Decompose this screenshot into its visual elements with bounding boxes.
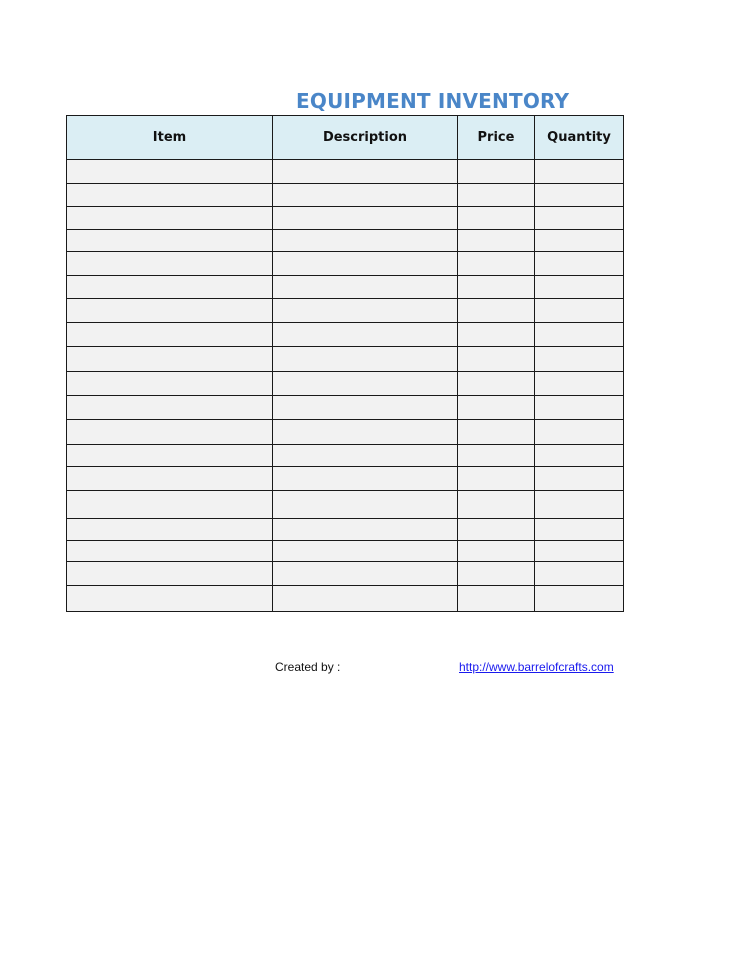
cell-description[interactable] bbox=[273, 562, 458, 586]
cell-quantity[interactable] bbox=[535, 347, 624, 372]
cell-description[interactable] bbox=[273, 372, 458, 396]
cell-description[interactable] bbox=[273, 230, 458, 252]
cell-description[interactable] bbox=[273, 491, 458, 519]
cell-price[interactable] bbox=[458, 207, 535, 230]
table-row bbox=[67, 276, 624, 299]
cell-quantity[interactable] bbox=[535, 541, 624, 562]
table-row bbox=[67, 491, 624, 519]
cell-price[interactable] bbox=[458, 230, 535, 252]
table-row bbox=[67, 184, 624, 207]
cell-item[interactable] bbox=[67, 519, 273, 541]
cell-price[interactable] bbox=[458, 160, 535, 184]
cell-price[interactable] bbox=[458, 323, 535, 347]
table-row bbox=[67, 372, 624, 396]
cell-price[interactable] bbox=[458, 562, 535, 586]
table-row bbox=[67, 347, 624, 372]
cell-quantity[interactable] bbox=[535, 396, 624, 420]
cell-quantity[interactable] bbox=[535, 207, 624, 230]
cell-price[interactable] bbox=[458, 372, 535, 396]
cell-description[interactable] bbox=[273, 252, 458, 276]
cell-item[interactable] bbox=[67, 445, 273, 467]
cell-item[interactable] bbox=[67, 207, 273, 230]
cell-item[interactable] bbox=[67, 160, 273, 184]
cell-item[interactable] bbox=[67, 230, 273, 252]
cell-description[interactable] bbox=[273, 467, 458, 491]
column-header-description: Description bbox=[273, 116, 458, 160]
cell-price[interactable] bbox=[458, 586, 535, 612]
cell-description[interactable] bbox=[273, 347, 458, 372]
page-title: EQUIPMENT INVENTORY bbox=[296, 89, 570, 113]
cell-description[interactable] bbox=[273, 445, 458, 467]
cell-description[interactable] bbox=[273, 207, 458, 230]
table-row bbox=[67, 562, 624, 586]
table-row bbox=[67, 323, 624, 347]
cell-quantity[interactable] bbox=[535, 323, 624, 347]
cell-quantity[interactable] bbox=[535, 586, 624, 612]
website-link[interactable]: http://www.barrelofcrafts.com bbox=[459, 660, 614, 674]
table-row bbox=[67, 586, 624, 612]
cell-price[interactable] bbox=[458, 541, 535, 562]
cell-price[interactable] bbox=[458, 347, 535, 372]
cell-quantity[interactable] bbox=[535, 491, 624, 519]
created-by-label: Created by : bbox=[275, 660, 341, 674]
cell-quantity[interactable] bbox=[535, 276, 624, 299]
table-row bbox=[67, 467, 624, 491]
cell-price[interactable] bbox=[458, 467, 535, 491]
cell-description[interactable] bbox=[273, 184, 458, 207]
cell-item[interactable] bbox=[67, 562, 273, 586]
cell-quantity[interactable] bbox=[535, 372, 624, 396]
table-row bbox=[67, 541, 624, 562]
cell-price[interactable] bbox=[458, 519, 535, 541]
cell-item[interactable] bbox=[67, 347, 273, 372]
table-row bbox=[67, 396, 624, 420]
cell-quantity[interactable] bbox=[535, 519, 624, 541]
cell-description[interactable] bbox=[273, 323, 458, 347]
table-body bbox=[67, 160, 624, 612]
table-row bbox=[67, 299, 624, 323]
cell-item[interactable] bbox=[67, 491, 273, 519]
cell-quantity[interactable] bbox=[535, 299, 624, 323]
cell-quantity[interactable] bbox=[535, 160, 624, 184]
table-row bbox=[67, 445, 624, 467]
cell-description[interactable] bbox=[273, 299, 458, 323]
cell-quantity[interactable] bbox=[535, 230, 624, 252]
table-row bbox=[67, 207, 624, 230]
cell-price[interactable] bbox=[458, 252, 535, 276]
cell-price[interactable] bbox=[458, 491, 535, 519]
table-row bbox=[67, 252, 624, 276]
cell-description[interactable] bbox=[273, 586, 458, 612]
cell-description[interactable] bbox=[273, 160, 458, 184]
inventory-table bbox=[66, 115, 624, 612]
cell-description[interactable] bbox=[273, 541, 458, 562]
table-row bbox=[67, 160, 624, 184]
cell-quantity[interactable] bbox=[535, 252, 624, 276]
cell-quantity[interactable] bbox=[535, 562, 624, 586]
table-header-row bbox=[67, 116, 624, 160]
cell-quantity[interactable] bbox=[535, 445, 624, 467]
table-row bbox=[67, 519, 624, 541]
cell-item[interactable] bbox=[67, 323, 273, 347]
cell-item[interactable] bbox=[67, 541, 273, 562]
cell-quantity[interactable] bbox=[535, 184, 624, 207]
column-header-item: Item bbox=[67, 116, 273, 160]
column-header-quantity: Quantity bbox=[535, 116, 624, 160]
cell-quantity[interactable] bbox=[535, 467, 624, 491]
cell-item[interactable] bbox=[67, 586, 273, 612]
cell-item[interactable] bbox=[67, 372, 273, 396]
cell-item[interactable] bbox=[67, 252, 273, 276]
cell-item[interactable] bbox=[67, 276, 273, 299]
cell-description[interactable] bbox=[273, 396, 458, 420]
table-row bbox=[67, 230, 624, 252]
cell-item[interactable] bbox=[67, 184, 273, 207]
cell-item[interactable] bbox=[67, 396, 273, 420]
cell-price[interactable] bbox=[458, 276, 535, 299]
cell-description[interactable] bbox=[273, 420, 458, 445]
cell-price[interactable] bbox=[458, 396, 535, 420]
cell-description[interactable] bbox=[273, 276, 458, 299]
column-header-price: Price bbox=[458, 116, 535, 160]
cell-price[interactable] bbox=[458, 420, 535, 445]
cell-price[interactable] bbox=[458, 445, 535, 467]
table-row bbox=[67, 420, 624, 445]
cell-price[interactable] bbox=[458, 299, 535, 323]
cell-item[interactable] bbox=[67, 299, 273, 323]
cell-price[interactable] bbox=[458, 184, 535, 207]
cell-item[interactable] bbox=[67, 467, 273, 491]
cell-quantity[interactable] bbox=[535, 420, 624, 445]
cell-description[interactable] bbox=[273, 519, 458, 541]
cell-item[interactable] bbox=[67, 420, 273, 445]
